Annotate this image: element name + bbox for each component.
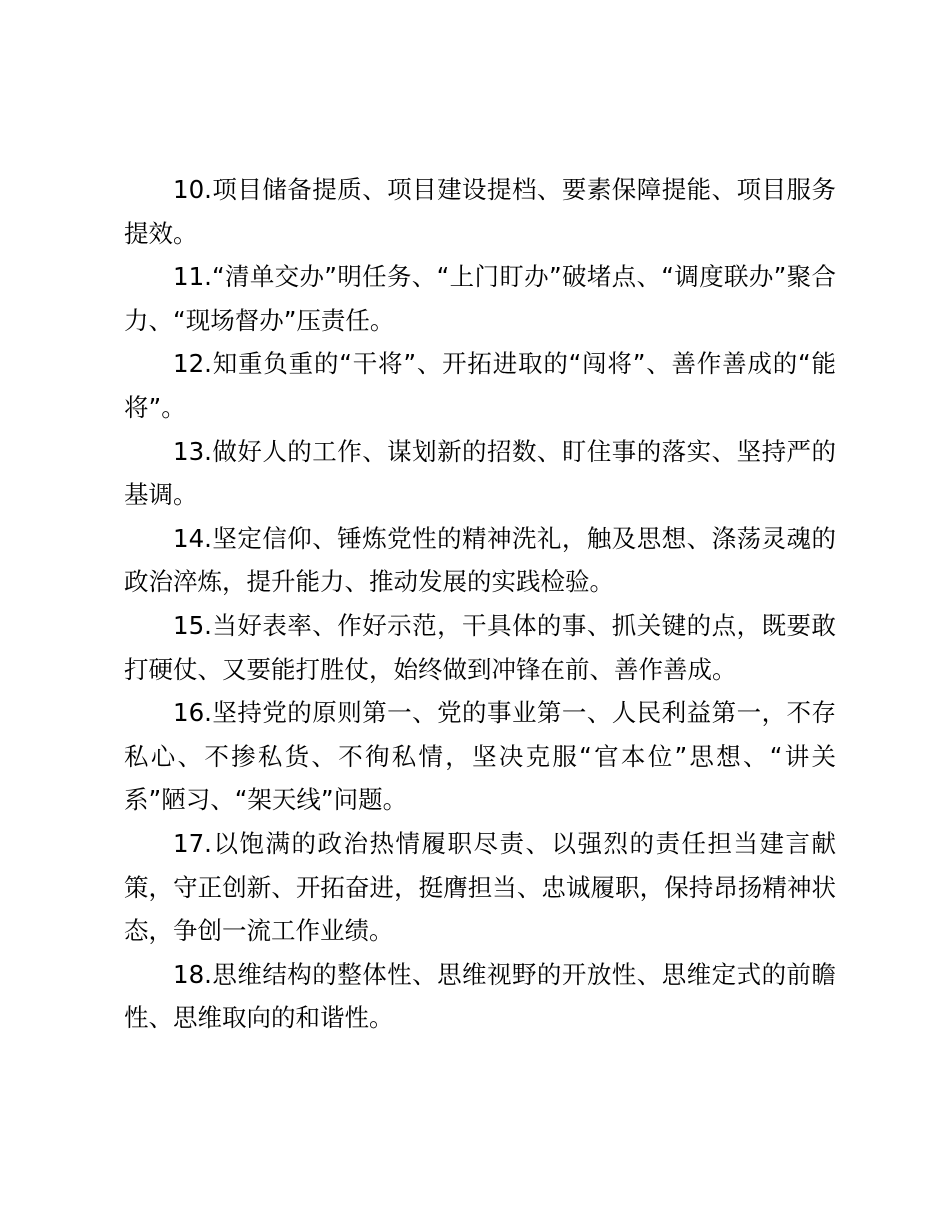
paragraph-10: 10.项目储备提质、项目建设提档、要素保障提能、项目服务提效。 [124,175,836,248]
paragraph-14: 14.坚定信仰、锤炼党性的精神洗礼，触及思想、涤荡灵魂的政治淬炼，提升能力、推动发展的实践检验。 [124,523,836,597]
paragraph-15: 15.当好表率、作好示范，干具体的事、抓关键的点，既要敢打硬仗、又要能打胜仗，始终做到冲锋在前、善作善成。 [124,610,836,684]
document-body [124,168,836,1040]
paragraph-16: 16.坚持党的原则第一、党的事业第一、人民利益第一，不存私心、不掺私货、不徇私情，坚决克服“官本位”思想、“讲关系”陋习、“架天线”问题。 [124,698,836,815]
paragraph-12: 12.知重负重的“干将”、开拓进取的“闯将”、善作善成的“能将”。 [124,349,836,422]
paragraph-18: 18.思维结构的整体性、思维视野的开放性、思维定式的前瞻性、思维取向的和谐性。 [124,959,836,1033]
paragraph-11: 11.“清单交办”明任务、“上门盯办”破堵点、“调度联办”聚合力、“现场督办”压责任。 [124,262,836,335]
paragraph-17: 17.以饱满的政治热情履职尽责、以强烈的责任担当建言献策，守正创新、开拓奋进，挺膺担当、忠诚履职，保持昂扬精神状态，争创一流工作业绩。 [124,828,836,946]
paragraph-13: 13.做好人的工作、谋划新的招数、盯住事的落实、坚持严的基调。 [124,436,836,510]
